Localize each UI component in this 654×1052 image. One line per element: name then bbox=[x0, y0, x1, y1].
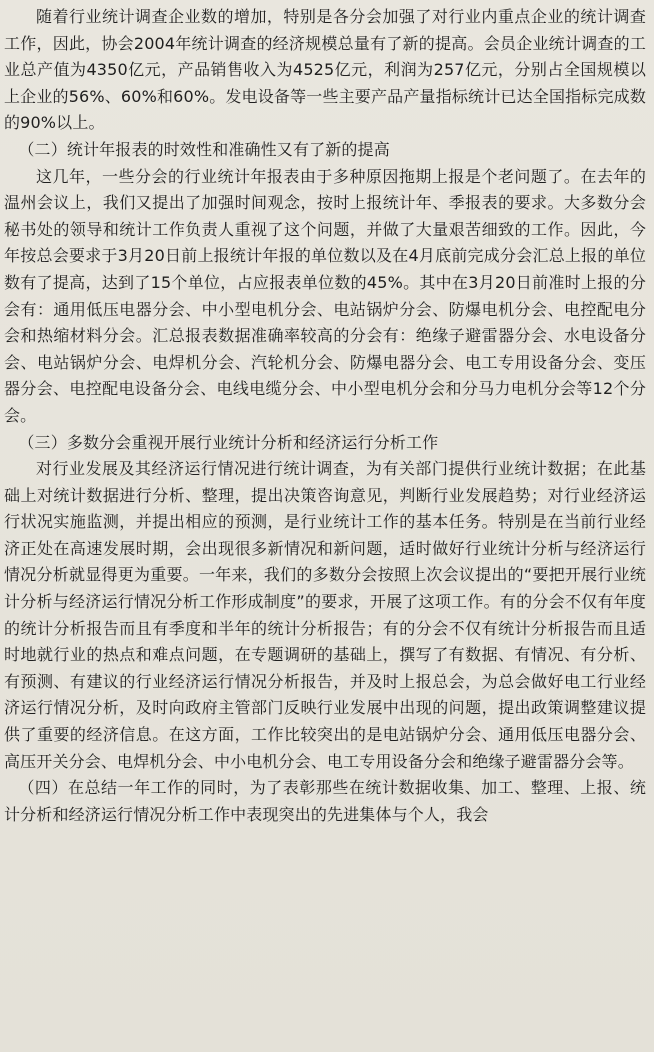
paragraph-scale-growth: 随着行业统计调查企业数的增加，特别是各分会加强了对行业内重点企业的统计调查工作，因此，协会2004年统计调查的经济规模总量有了新的提高。会员企业统计调查的工业总产值为4350亿元，产品销售收入为4525亿元，利润为257亿元，分别占全国规模以上企业的56%、60%和60%。发电设备等一些主要产品产量指标统计已达全国指标完成数的90%以上。 bbox=[4, 7, 646, 133]
section-heading-2: （二）统计年报表的时效性和准确性又有了新的提高 bbox=[18, 139, 390, 159]
section-heading-4: （四）在总结一年工作的同时，为了表彰那些在统计数据收集、加工、整理、上报、统计分析和经济运行情况分析工作中表现突出的先进集体与个人，我会 bbox=[4, 778, 646, 824]
paragraph-report-timeliness: 这几年，一些分会的行业统计年报表由于多种原因拖期上报是个老问题了。在去年的温州会议上，我们又提出了加强时间观念，按时上报统计年、季报表的要求。大多数分会秘书处的领导和统计工作负责人重视了这个问题，并做了大量艰苦细致的工作。因此，今年按总会要求于3月20日前上报统计年报的单位数以及在4月底前完成分会汇总上报的单位数有了提高，达到了15个单位，占应报表单位数的45%。其中在3月20日前准时上报的分会有：通用低压电器分会、中小型电机分会、电站锅炉分会、防爆电机分会、电控配电分会和热缩材料分会。汇总报表数据准确率较高的分会有：绝缘子避雷器分会、水电设备分会、电站锅炉分会、电焊机分会、汽轮机分会、防爆电器分会、电工专用设备分会、变压器分会、电控配电设备分会、电线电缆分会、中小型电机分会和分马力电机分会等12个分会。 bbox=[4, 166, 646, 425]
paragraph-statistical-analysis: 对行业发展及其经济运行情况进行统计调查，为有关部门提供行业统计数据；在此基础上对统计数据进行分析、整理，提出决策咨询意见，判断行业发展趋势；对行业经济运行状况实施监测，并提出相应的预测，是行业统计工作的基本任务。特别是在当前行业经济正处在高速发展时期，会出现很多新情况和新问题，适时做好行业统计分析与经济运行情况分析就显得更为重要。一年来，我们的多数分会按照上次会议提出的“要把开展行业统计分析与经济运行情况分析工作形成制度”的要求，开展了这项工作。有的分会不仅有年度的统计分析报告而且有季度和半年的统计分析报告；有的分会不仅有统计分析报告而且适时地就行业的热点和难点问题，在专题调研的基础上，撰写了有数据、有情况、有分析、有预测、有建议的行业经济运行情况分析报告，并及时上报总会，为总会做好电工行业经济运行情况分析，及时向政府主管部门反映行业发展中出现的问题，提出政策调整建议提供了重要的经济信息。在这方面，工作比较突出的是电站锅炉分会、通用低压电器分会、高压开关分会、电焊机分会、中小电机分会、电工专用设备分会和绝缘子避雷器分会等。 bbox=[4, 459, 646, 771]
section-heading-3: （三）多数分会重视开展行业统计分析和经济运行分析工作 bbox=[18, 432, 439, 452]
